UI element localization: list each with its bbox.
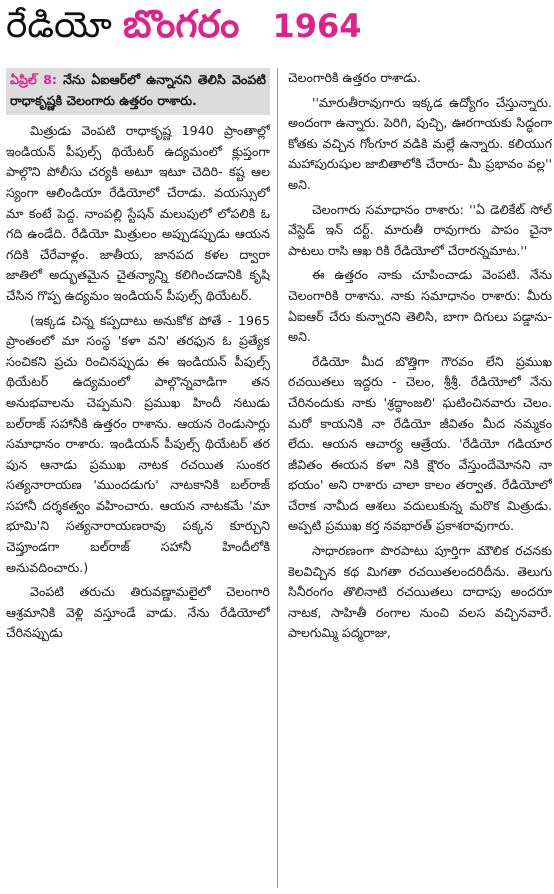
intro-box <box>6 68 270 115</box>
column-divider <box>277 68 278 888</box>
paragraph: (ఇక్కడ చిన్న కప్పదాటు అనుకోక పోతే - 1965 ప్రాంతంలో మా సంస్థ 'కళా వని' తరఫున ఓ ప్రత్యేక సంచికని ప్రచు రించినప్పుడు ఈ ఇండియన్ పీపుల్స్ థియేటర్ ఉద్యమంలో పాల్గొన్నవాడిగా తన అనుభవాలను చెప్పమని ప్రముఖ హిందీ నటుడు బల్‌రాజ్ సహానీకి ఉత్తరం రాశాను. ఆయన రెండుసార్లు సమాధానం రాశారు. ఇండియన్ పీపుల్స్ థియేటర్ తర పున ఆనాడు ప్రముఖ నాటక రచయిత సుంకర సత్యనారాయణ 'ముందడుగు' నాటకానికి బల్‌రాజ్ సహానీ దర్శకత్వం వహించారు. ఆయన నాటకమే 'మా భూమి'ని సత్యనారాయణరావు పక్కన కూర్చుని చెప్తూండగా బల్‌రాజ్ సహానీ హిందీలోకి అనువదించారు.) <box>6 312 270 575</box>
paragraph: వెంపటి తరుచు తిరువణ్ణామలైలో చెలంగారి ఆశ్రమానికి వెళ్లి వస్తూండే వాడు. నేను రేడియోలో చేరినప్పుడు <box>6 584 270 641</box>
title-part-2: బొంగరం <box>122 2 240 46</box>
paragraph: చెలంగారికి ఉత్తరం రాశాడు. <box>288 70 421 85</box>
paragraph: మిత్రుడు వెంపటి రాధాకృష్ణ 1940 ప్రాంతాల్లో ఇండియన్ పీపుల్స్ థియేటర్ ఉద్యమంలో క్లుప్తంగా పాల్గొని పోలీసు చర్యకి అటూ ఇటూ చెదిరి- కష్ట ఆల స్యంగా ఆలిండియా రేడియోలో చేరాడు. వయస్సులో మా కంటే పెద్ద. నాంపల్లి స్టేషన్ మలుపులో లోపలికి ఓ గది ఉండేది. రేడియో మిత్రులం అప్పుడప్పుడు ఆయన గదికి చేరేవాళ్లం. జాతీయ, జానపద కళల ద్వారా జాతిలో అద్భుతమైన చైతన్యాన్ని కలిగించడానికి కృషి చేసిన గొప్ప ఉద్యమం ఇండియన్ పీపుల్స్ థియేటర్. <box>6 123 270 303</box>
title-part-1: రేడియో <box>6 5 112 46</box>
page-title <box>6 2 546 62</box>
intro-text: నేను ఏఐఆర్‌లో ఉన్నానని తెలిసి వెంపటి రాధాకృష్ణకి చెలంగారు ఉత్తరం రాశారు. <box>10 72 266 108</box>
paragraph: రేడియో మీద బొత్తిగా గౌరవం లేని ప్రముఖ రచయితలు ఇద్దరు - చెలం, శ్రీశ్రీ. రేడియోలో నేను చేరినందుకు నాకు 'శ్రద్ధాంజలి' ఘటించినవారు చెలం. మరో కాయనికి నా రేడియో జీవితం మీద నమ్మకం లేదు. ఆయన ఆచార్య ఆత్రేయ. 'రేడియో గడియార జీవితం ఈయన కళా నికి క్షౌరం వేస్తుందేమోనని నా భయం' అని రాశారు చాలా కాలం తర్వాత. రేడియోలో చేరాక నామీద ఆశలు వదులుకున్న మరొక మిత్రుడు. అప్పటి ప్రముఖ కర్త నవభారత్ ప్రకాశరావుగారు. <box>288 353 552 534</box>
left-column <box>6 68 270 894</box>
paragraph: సాధారణంగా పొరపాటు పూర్తిగా మౌలిక రచనకు కెలవిచ్చిన కథ మిగతా రచయితలందరిదీను. తెలుగు సినీరంగం తొలినాటి రచయితలు దాదాపు అందరూ నాటక, సాహితీ రంగాల నుంచి వలస వచ్చినవారే. పాలగుమ్మి పద్మరాజు, <box>288 543 552 641</box>
intro-date: ఏప్రిల్ 8: <box>10 72 57 87</box>
paragraph: ''మారుతీరావుగారు ఇక్కడ ఉద్యోగం చేస్తున్నారు. అందంగా ఉన్నారు. పెరిగి, పుచ్చి, ఊరగాయకు సిద్ధంగా కోతకు వచ్చిన గోంగూర వడికి మల్లే ఉన్నారు. కలియుగ మహాపురుషుల జాబితాలోకి చేరారు- మీ ప్రభావం వల్ల'' అని. <box>288 94 552 192</box>
title-year: 1964 <box>272 7 362 45</box>
paragraph: చెలంగారు సమాధానం రాశారు: ''ఏ డెలికేట్ సోల్ వేస్టెడ్ ఇన్ దర్ట్. మారుతీ రావుగారు పాపం చైనా పాటలు రాసి ఆఖ రికి రేడియోలో చేరారన్నమాట.'' <box>288 201 552 258</box>
paragraph: ఈ ఉత్తరం నాకు చూపించాడు వెంపటి. నేను చెలంగారికి రాశాను. నాకు సమాధానం రాశారు: మీరు ఏఐఆర్ చేరు కున్నారని తెలిసి, బాగా దిగులు పడ్డాను- అని. <box>288 267 552 345</box>
right-column <box>288 68 552 894</box>
